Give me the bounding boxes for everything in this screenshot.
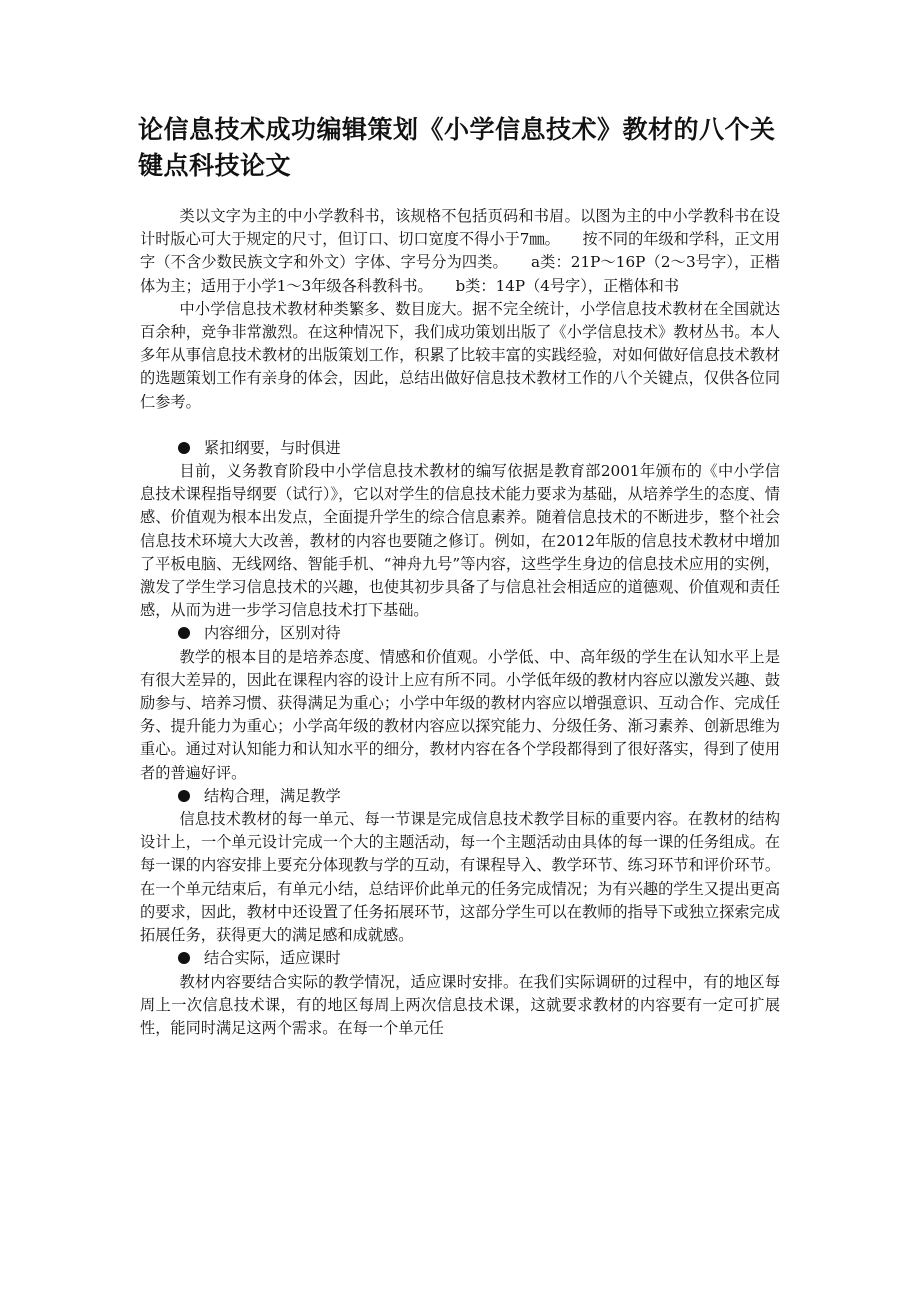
section-heading-2: [140, 622, 780, 645]
intro-paragraph-1: 类以文字为主的中小学教科书，该规格不包括页码和书眉。以图为主的中小学教科书在设计时版心可大于规定的尺寸，但订口、切口宽度不得小于7㎜。 按不同的年级和学科，正文用字（不含少数民族文字和外文）字体、字号分为四类。 a类：21P～16P（2～3号字），正楷体为主；适用于小学1～3年级各科教科书。 b类：14P（4号字），正楷体和书: [140, 207, 780, 295]
bullet-icon: [178, 790, 190, 802]
section-paragraph-3: 信息技术教材的每一单元、每一节课是完成信息技术教学目标的重要内容。在教材的结构设计上，一个单元设计完成一个大的主题活动，每一个主题活动由具体的每一课的任务组成。在每一课的内容安排上要充分体现教与学的互动，有课程导入、教学环节、练习环节和评价环节。在一个单元结束后，有单元小结，总结评价此单元的任务完成情况；为有兴趣的学生又提出更高的要求，因此，教材中还设置了任务拓展环节，这部分学生可以在教师的指导下或独立探索完成拓展任务，获得更大的满足感和成就感。: [140, 810, 780, 945]
document-title: 论信息技术成功编辑策划《小学信息技术》教材的八个关键点科技论文: [138, 115, 776, 180]
section-heading-text: 结合实际，适应课时: [204, 949, 341, 968]
document-body: [140, 205, 780, 1040]
paragraph-spacer: [140, 414, 780, 437]
section-heading-3: [140, 785, 780, 808]
bullet-icon: [178, 952, 190, 964]
section-paragraph-1: 目前，义务教育阶段中小学信息技术教材的编写依据是教育部2001年颁布的《中小学信息技术课程指导纲要（试行）》，它以对学生的信息技术能力要求为基础，从培养学生的态度、情感、价值观为根本出发点，全面提升学生的综合信息素养。随着信息技术的不断进步，整个社会信息技术环境大大改善，教材的内容也要随之修订。例如，在2012年版的信息技术教材中增加了平板电脑、无线网络、智能手机、“神舟九号”等内容，这些学生身边的信息技术应用的实例，激发了学生学习信息技术的兴趣，也使其初步具备了与信息社会相适应的道德观、价值观和责任感，从而为进一步学习信息技术打下基础。: [140, 462, 780, 620]
section-heading-text: 紧扣纲要，与时俱进: [204, 438, 341, 457]
section-paragraph-4: 教材内容要结合实际的教学情况，适应课时安排。在我们实际调研的过程中，有的地区每周上一次信息技术课，有的地区每周上两次信息技术课，这就要求教材的内容要有一定可扩展性，能同时满足这两个需求。在每一个单元任: [140, 972, 780, 1037]
section-heading-text: 结构合理，满足教学: [204, 786, 341, 805]
intro-paragraph-2: 中小学信息技术教材种类繁多、数目庞大。据不完全统计，小学信息技术教材在全国就达百余种，竞争非常激烈。在这种情况下，我们成功策划出版了《小学信息技术》教材丛书。本人多年从事信息技术教材的出版策划工作，积累了比较丰富的实践经验，对如何做好信息技术教材的选题策划工作有亲身的体会，因此，总结出做好信息技术教材工作的八个关键点，仅供各位同仁参考。: [140, 299, 780, 411]
section-heading-1: [140, 437, 780, 460]
section-heading-text: 内容细分，区别对待: [204, 624, 341, 643]
bullet-icon: [178, 627, 190, 639]
bullet-icon: [178, 442, 190, 454]
section-heading-4: [140, 947, 780, 970]
section-paragraph-2: 教学的根本目的是培养态度、情感和价值观。小学低、中、高年级的学生在认知水平上是有很大差异的，因此在课程内容的设计上应有所不同。小学低年级的教材内容应以激发兴趣、鼓励参与、培养习惯、获得满足为重心；小学中年级的教材内容应以增强意识、互动合作、完成任务、提升能力为重心；小学高年级的教材内容应以探究能力、分级任务、渐习素养、创新思维为重心。通过对认知能力和认知水平的细分，教材内容在各个学段都得到了很好落实，得到了使用者的普遍好评。: [140, 647, 780, 782]
